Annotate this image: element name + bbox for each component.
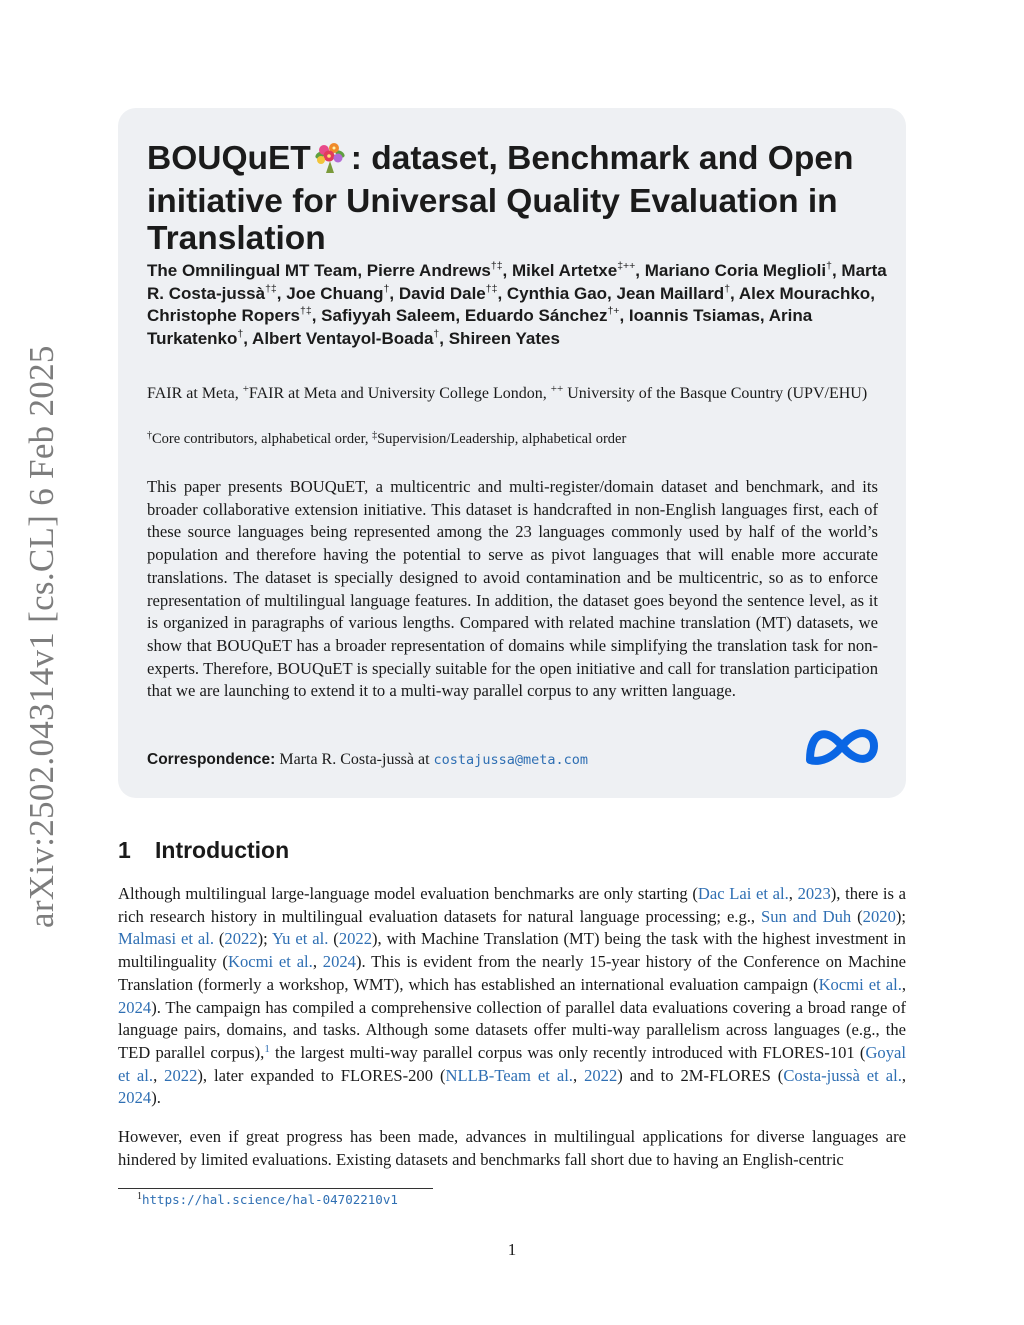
intro-paragraph-1: Although multilingual large-language model evaluation benchmarks are only starting (Dac Lai et al., 2023), there is a rich research history in multilingual evaluation datasets for natural language processing; e.g., Sun and Duh (2020); Malmasi et al. (2022); Yu et al. (2022), with Machine Translation (MT) being the task with the highest investment in multilinguality (Kocmi et al., 2024). This is evident from the nearly 15-year history of the Conference on Machine Translation (formerly a workshop, WMT), which has established an international evaluation campaign (Kocmi et al., 2024). The campaign has compiled a comprehensive collection of parallel data evaluations covering a broad range of language pairs, domains, and tasks. Although some datasets offer multi-way parallelism across languages (e.g., the TED parallel corpus),$^1$ the largest multi-way parallel corpus was only recently introduced with FLORES-101 (Goyal et al., 2022), later expanded to FLORES-200 (NLLB-Team et al., 2022) and to 2M-FLORES (Costa-jussà et al., 2024). bbox=[118, 884, 907, 1108]
author-mark: †‡ bbox=[485, 282, 498, 295]
author-mark: † bbox=[237, 327, 244, 340]
citation-link[interactable]: 2022 bbox=[338, 929, 372, 949]
affiliation-mark: ++ bbox=[550, 383, 564, 395]
affiliation-mark: + bbox=[242, 383, 249, 395]
citation-link[interactable]: Malmasi et al. bbox=[118, 929, 214, 949]
title-rest: : dataset, Benchmark and Open initiative for Universal Quality Evaluation in Translation bbox=[147, 140, 854, 257]
citation-link[interactable]: 2024 bbox=[118, 997, 152, 1017]
author-name: Joe Chuang bbox=[286, 283, 384, 303]
author-name: Ioannis Tsiamas bbox=[628, 306, 760, 326]
meta-logo-icon bbox=[804, 718, 880, 774]
citation-link[interactable]: NLLB-Team et al. bbox=[445, 1065, 573, 1085]
contribution-text: Supervision/Leadership, alphabetical order bbox=[377, 431, 627, 447]
citation-link[interactable]: Kocmi et al. bbox=[227, 952, 313, 972]
affiliation-fair: FAIR at Meta, bbox=[147, 385, 243, 402]
author-name: Marta R. Costa-jussà bbox=[147, 261, 887, 303]
author-mark: ‡++ bbox=[617, 260, 636, 272]
title-acronym: BOUQuET bbox=[147, 140, 311, 177]
author-mark: † bbox=[383, 282, 390, 295]
contribution-note bbox=[147, 429, 887, 449]
footnote bbox=[137, 1192, 398, 1207]
footnote-mark: 1 bbox=[137, 1191, 142, 1202]
section-heading-introduction bbox=[118, 836, 289, 864]
contribution-mark: ‡ bbox=[372, 430, 378, 441]
correspondence-email-link[interactable]: costajussa@meta.com bbox=[433, 752, 588, 768]
citation-link[interactable]: Goyal et al. bbox=[118, 1042, 907, 1085]
author-name: Arina Turkatenko bbox=[147, 306, 813, 348]
section-title: Introduction bbox=[155, 837, 290, 863]
author-name: Christophe Ropers bbox=[147, 306, 301, 326]
author-mark: † bbox=[433, 327, 440, 340]
citation-link[interactable]: 2020 bbox=[862, 906, 896, 926]
citation-link[interactable]: 2022 bbox=[164, 1065, 198, 1085]
contribution-mark: † bbox=[147, 430, 152, 441]
affiliations bbox=[147, 383, 887, 405]
footnote-url-link[interactable]: https://hal.science/hal-04702210v1 bbox=[142, 1192, 398, 1207]
citation-link[interactable]: 2023 bbox=[797, 884, 831, 903]
intro-paragraph-2: However, even if great progress has been made, advances in multilingual applications for diverse languages are hindered by limited evaluations. Existing datasets and benchmarks fall short due to having an English-centric bbox=[118, 1127, 906, 1169]
author-mark: †+ bbox=[607, 305, 620, 318]
author-mark: †‡ bbox=[300, 305, 312, 318]
affiliation-upv: University of the Basque Country (UPV/EHU) bbox=[563, 385, 868, 402]
citation-link[interactable]: 2022 bbox=[224, 929, 258, 949]
author-mark: † bbox=[724, 282, 731, 295]
author-list: The Omnilingual MT Team, Pierre Andrews†‡, Mikel Artetxe‡++, Mariano Coria Meglioli†, Marta R. Costa-jussà†‡, Joe Chuang†, David Dale†‡, Cynthia Gao, Jean Maillard†, Alex Mourachko, Christophe Ropers†‡, Safiyyah Saleem, Eduardo Sánchez†+, Ioannis Tsiamas, Arina Turkatenko†, Albert Ventayol-Boada†, Shireen Yates bbox=[147, 260, 887, 348]
citation-link[interactable]: 2024 bbox=[322, 952, 356, 972]
citation-link[interactable]: 2022 bbox=[584, 1065, 618, 1085]
footnote-reference-link[interactable]: 1 bbox=[264, 1042, 270, 1055]
author-name: Jean Maillard bbox=[616, 283, 725, 303]
citation-link[interactable]: Sun and Duh bbox=[760, 906, 852, 926]
affiliation-ucl: FAIR at Meta and University College London, bbox=[248, 385, 551, 402]
citation-link[interactable]: Costa-jussà et al. bbox=[783, 1065, 902, 1085]
author-mark: †‡ bbox=[265, 282, 277, 295]
citation-link[interactable]: Dac Lai et al. bbox=[697, 884, 789, 903]
author-name: The Omnilingual MT Team bbox=[147, 261, 358, 280]
citation-link[interactable]: Yu et al. bbox=[272, 929, 329, 949]
arxiv-identifier-stamp: arXiv:2502.04314v1 [cs.CL] 6 Feb 2025 bbox=[22, 345, 61, 928]
page-number: 1 bbox=[507, 1240, 517, 1259]
correspondence bbox=[147, 749, 588, 771]
author-name: Mikel Artetxe bbox=[512, 261, 618, 280]
author-name: Safiyyah Saleem bbox=[321, 306, 456, 326]
author-name: Pierre Andrews bbox=[366, 261, 491, 280]
author-name: Shireen Yates bbox=[448, 328, 560, 348]
contribution-text: Core contributors, alphabetical order, bbox=[152, 431, 373, 447]
footnote-divider bbox=[118, 1188, 433, 1189]
bouquet-flower-icon bbox=[313, 141, 347, 183]
author-mark: †‡ bbox=[490, 260, 503, 272]
section-number: 1 bbox=[118, 837, 131, 863]
paper-title bbox=[147, 140, 897, 257]
citation-link[interactable]: 2024 bbox=[118, 1088, 152, 1108]
author-mark: † bbox=[826, 260, 832, 272]
abstract: This paper presents BOUQuET, a multicentric and multi-register/domain dataset and benchmark, and its broader collaborative extension initiative. This dataset is handcrafted in non-English languages first, each of these source languages being represented among the 23 languages commonly used by half of the world’s population and therefore having the potential to serve as pivot languages that will enable more accurate translations. The dataset is specially designed to avoid contamination and be multicentric, so as to enforce representation of multilingual language features. In addition, the dataset goes beyond the sentence level, as it is organized in paragraphs of various lengths. Compared with related machine translation (MT) datasets, we show that BOUQuET has a broader representation of domains while simplifying the translation task for non-experts. Therefore, BOUQuET is specially suitable for the open initiative and call for translation participation that we are launching to extend it to a multi-way parallel corpus to any written language. bbox=[147, 477, 878, 701]
correspondence-label: Correspondence: bbox=[147, 751, 276, 768]
author-name: Eduardo Sánchez bbox=[464, 306, 608, 326]
citation-link[interactable]: Kocmi et al. bbox=[818, 974, 902, 994]
author-name: Alex Mourachko bbox=[738, 283, 871, 303]
author-name: Mariano Coria Meglioli bbox=[644, 261, 827, 280]
author-name: David Dale bbox=[398, 283, 486, 303]
author-name: Cynthia Gao bbox=[506, 283, 608, 303]
author-name: Albert Ventayol-Boada bbox=[252, 328, 434, 348]
correspondence-text: Marta R. Costa-jussà at bbox=[275, 751, 434, 768]
